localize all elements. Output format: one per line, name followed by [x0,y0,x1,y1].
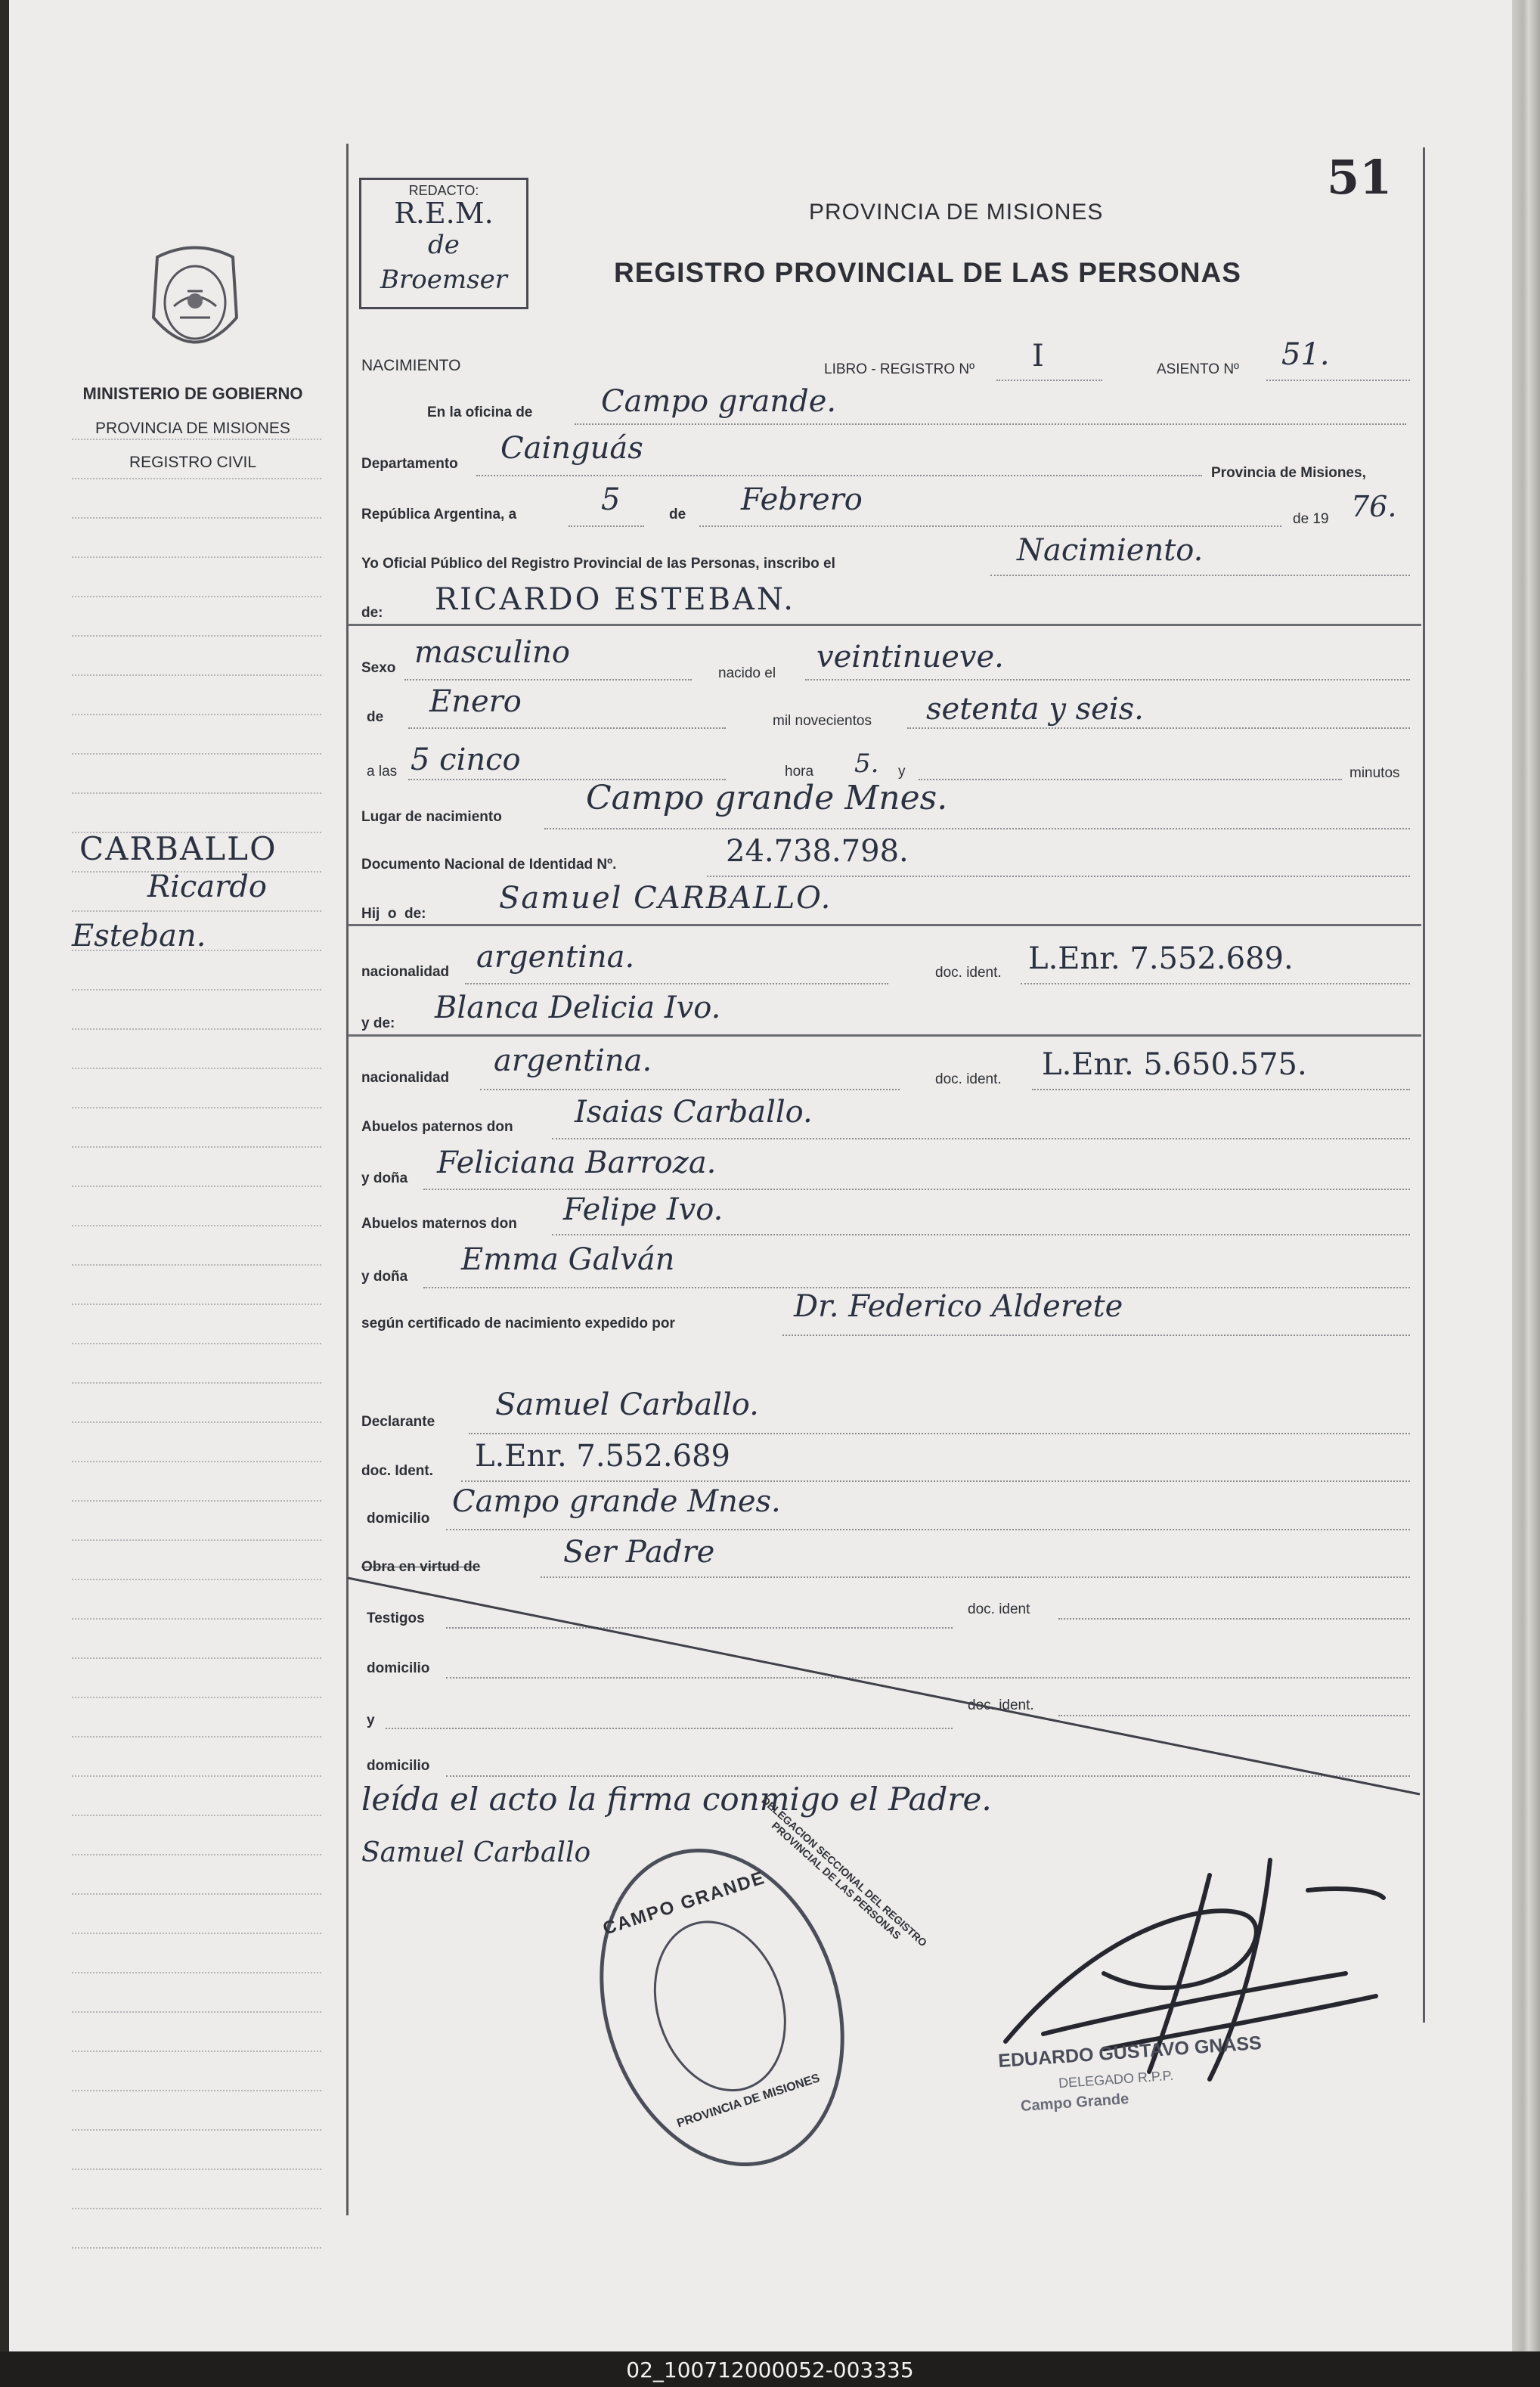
value-doc-padre: L.Enr. 7.552.689. [1028,941,1294,976]
redacto-box [359,178,528,309]
label-nacionalidad-2: nacionalidad [361,1070,450,1086]
label-a-las: a las [367,764,398,780]
label-doc-ident-decl: doc. Ident. [361,1463,433,1479]
value-abuela-pat: Feliciana Barroza. [437,1145,717,1180]
value-declarante: Samuel Carballo. [495,1387,759,1422]
label-docident-1: doc. ident. [935,965,1002,981]
seal-inner-bottom: PROVINCIA DE MISIONES [675,2072,822,2131]
label-declarante: Declarante [361,1414,435,1430]
label-y-de: y de: [361,1015,395,1031]
value-hora-texto: 5 cinco [411,742,521,777]
seal-outer-text: DELEGACION SECCIONAL DEL REGISTRO PROVINCIAL DE LAS PERSONAS [759,1793,930,1949]
value-nacido: veintinueve. [816,640,1004,674]
value-madre: Blanca Delicia Ivo. [435,990,721,1025]
value-nombre: RICARDO ESTEBAN. [435,582,796,617]
cancel-diagonal-line [348,1576,1421,1796]
label-asiento: ASIENTO Nº [1157,361,1239,377]
redacto-label: REDACTO: [408,183,479,198]
label-segun: según certificado de nacimiento expedido por [361,1316,675,1331]
label-hijo: Hij o de: [361,906,426,922]
redacto-line1: R.E.M. [394,197,494,230]
value-dni: 24.738.798. [726,834,909,869]
redacto-line2: de [428,230,460,260]
value-departamento: Cainguás [500,431,643,466]
value-acto: Nacimiento. [1017,533,1204,568]
label-domicilio-decl: domicilio [367,1511,430,1527]
value-padre: Samuel CARBALLO. [499,881,832,916]
value-abuela-mat: Emma Galván [461,1242,675,1277]
official-title: DELEGADO R.P.P. [1058,2067,1174,2091]
value-obra: Ser Padre [563,1535,715,1570]
label-y-dona-2: y doña [361,1269,408,1285]
seal-inner-ring [633,1903,807,2109]
label-minutos: minutos [1349,765,1400,781]
label-hora: hora [785,764,814,780]
label-sexo: Sexo [361,660,396,676]
seal-inner-top: CAMPO GRANDE [600,1867,768,1939]
right-form-rule [1423,147,1425,2023]
margin-note-surname: CARBALLO [79,830,277,867]
margin-note-name2: Esteban. [72,919,206,953]
value-sexo: masculino [414,635,570,670]
label-documento: Documento Nacional de Identidad Nº. [361,857,617,873]
label-y-testigo: y [367,1713,375,1728]
label-provincia: Provincia de Misiones, [1211,465,1366,481]
label-oficina: En la oficina de [427,405,533,420]
value-asiento: 51. [1281,337,1330,372]
value-doc-decl: L.Enr. 7.552.689 [475,1439,730,1474]
official-place: Campo Grande [1020,2091,1129,2115]
label-mil: mil novecientos [773,713,872,729]
value-lugar: Campo grande Mnes. [586,779,948,817]
ministry-line3: REGISTRO CIVIL [129,454,257,471]
margin-note-name1: Ricardo [147,870,267,904]
label-departamento: Departamento [361,456,458,472]
image-caption: 02_100712000052-003335 [626,2358,914,2382]
label-de: de [669,507,686,522]
value-doc-madre: L.Enr. 5.650.575. [1042,1047,1307,1082]
label-libro: LIBRO - REGISTRO Nº [824,361,975,377]
label-y: y [898,764,906,780]
province-header: PROVINCIA DE MISIONES [809,200,1104,225]
page-number: 51 [1327,150,1393,205]
registry-title: REGISTRO PROVINCIAL DE LAS PERSONAS [614,257,1241,288]
ministry-line1: MINISTERIO DE GOBIERNO [82,384,303,403]
value-anio-nac: setenta y seis. [926,692,1144,727]
label-de-nombre: de: [361,605,383,621]
value-domicilio-decl: Campo grande Mnes. [452,1484,781,1519]
label-nacimiento: NACIMIENTO [361,357,461,374]
label-doc-ident-t1: doc. ident [968,1601,1030,1617]
value-libro: I [1032,339,1044,374]
label-nacionalidad-1: nacionalidad [361,964,450,980]
value-oficina: Campo grande. [601,384,837,419]
label-republica: República Argentina, a [361,507,517,522]
label-obra: Obra en virtud de [361,1559,481,1575]
value-dia: 5 [601,482,621,517]
value-leida: leída el acto la firma conmigo el Padre. [361,1781,992,1818]
label-y-dona-1: y doña [361,1170,408,1186]
label-domicilio-t1: domicilio [367,1660,430,1676]
label-de-mes: de [367,709,384,725]
value-mes-nac: Enero [429,684,522,719]
value-nac-madre: argentina. [494,1043,652,1078]
value-mes: Febrero [741,482,863,517]
value-abuelo-pat: Isaias Carballo. [575,1095,813,1130]
book-page-edge [1512,0,1540,2351]
label-de-19: de 19 [1293,511,1329,527]
value-medico: Dr. Federico Alderete [794,1289,1123,1324]
value-abuelo-mat: Felipe Ivo. [563,1192,724,1227]
label-abuelos-paternos: Abuelos paternos don [361,1119,513,1135]
value-nac-padre: argentina. [476,940,635,975]
label-oficial: Yo Oficial Público del Registro Provincial de las Personas, inscribo el [361,556,835,572]
label-docident-2: doc. ident. [935,1071,1002,1087]
declarant-signature: Samuel Carballo [361,1837,591,1868]
redacto-line3: Broemser [380,265,507,295]
label-testigos: Testigos [367,1610,425,1626]
official-name: EDUARDO GUSTAVO GNASS [997,2032,1263,2072]
value-hora-num: 5. [854,749,879,779]
label-doc-ident-t2: doc. ident. [968,1697,1034,1713]
label-lugar: Lugar de nacimiento [361,809,502,825]
label-abuelos-maternos: Abuelos maternos don [361,1216,517,1232]
ministry-line2: PROVINCIA DE MISIONES [95,420,290,437]
label-domicilio-t2: domicilio [367,1758,430,1774]
coat-of-arms-icon [142,242,248,370]
label-nacido: nacido el [718,665,776,681]
value-anio: 76. [1351,490,1397,523]
left-form-rule [346,144,349,2215]
